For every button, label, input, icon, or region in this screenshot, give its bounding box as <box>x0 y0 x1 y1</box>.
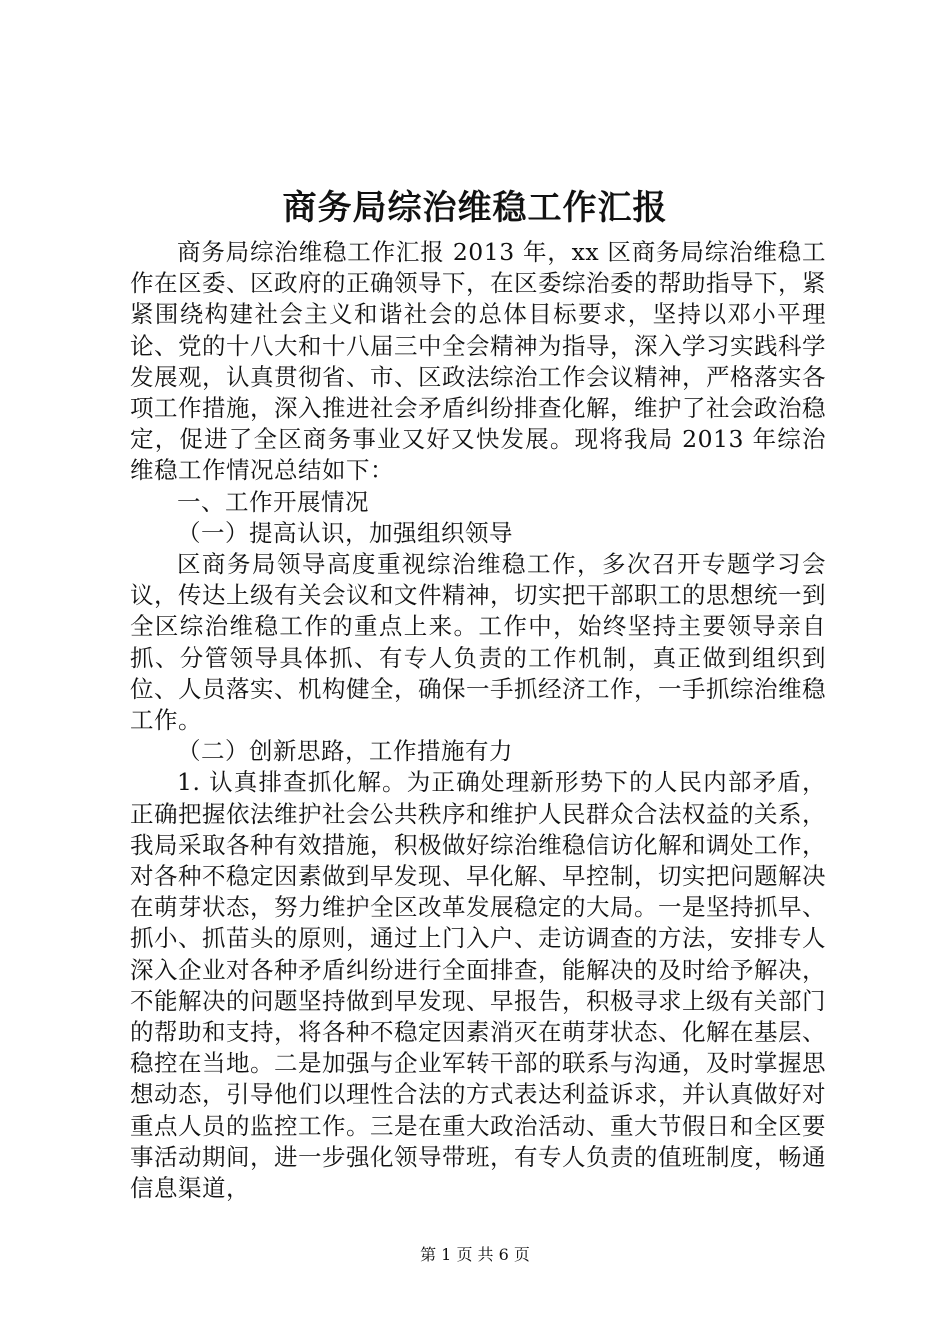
intro-paragraph: 商务局综治维稳工作汇报 2013 年，xx 区商务局综治维稳工作在区委、区政府的正确领导下，在区委综治委的帮助指导下，紧紧围绕构建社会主义和谐社会的总体目标要求，坚持以邓小平理论、党的十八大和十八届三中全会精神为指导，深入学习实践科学发展观，认真贯彻省、市、区政法综治工作会议精神，严格落实各项工作措施，深入推进社会矛盾纠纷排查化解，维护了社会政治稳定，促进了全区商务事业又好又快发展。现将我局 2013 年综治维稳工作情况总结如下： <box>130 238 826 485</box>
section-heading-1: 一、工作开展情况 <box>177 487 369 516</box>
body-paragraph-2: 1. 认真排查抓化解。为正确处理新形势下的人民内部矛盾，正确把握依法维护社会公共秩序和维护人民群众合法权益的关系，我局采取各种有效措施，积极做好综治维稳信访化解和调处工作，对各种不稳定因素做到早发现、早化解、早控制，切实把问题解决在萌芽状态，努力维护全区改革发展稳定的大局。一是坚持抓早、抓小、抓苗头的原则，通过上门入户、走访调查的方法，安排专人深入企业对各种矛盾纠纷进行全面排查，能解决的及时给予解决，不能解决的问题坚持做到早发现、早报告，积极寻求上级有关部门的帮助和支持，将各种不稳定因素消灭在萌芽状态、化解在基层、稳控在当地。二是加强与企业军转干部的联系与沟通，及时掌握思想动态，引导他们以理性合法的方式表达利益诉求，并认真做好对重点人员的监控工作。三是在重大政治活动、重大节假日和全区要事活动期间，进一步强化领导带班，有专人负责的值班制度，畅通信息渠道， <box>130 768 826 1203</box>
subsection-heading-2: （二）创新思路，工作措施有力 <box>177 737 513 766</box>
document-body <box>130 237 826 1204</box>
body-paragraph-1: 区商务局领导高度重视综治维稳工作，多次召开专题学习会议，传达上级有关会议和文件精神，切实把干部职工的思想统一到全区综治维稳工作的重点上来。工作中，始终坚持主要领导亲自抓、分管领导具体抓、有专人负责的工作机制，真正做到组织到位、人员落实、机构健全，确保一手抓经济工作，一手抓综治维稳工作。 <box>130 550 826 735</box>
page-footer: 第 1 页 共 6 页 <box>420 1245 530 1264</box>
subsection-heading-1: （一）提高认识，加强组织领导 <box>177 518 513 547</box>
document-title: 商务局综治维稳工作汇报 <box>282 188 668 228</box>
